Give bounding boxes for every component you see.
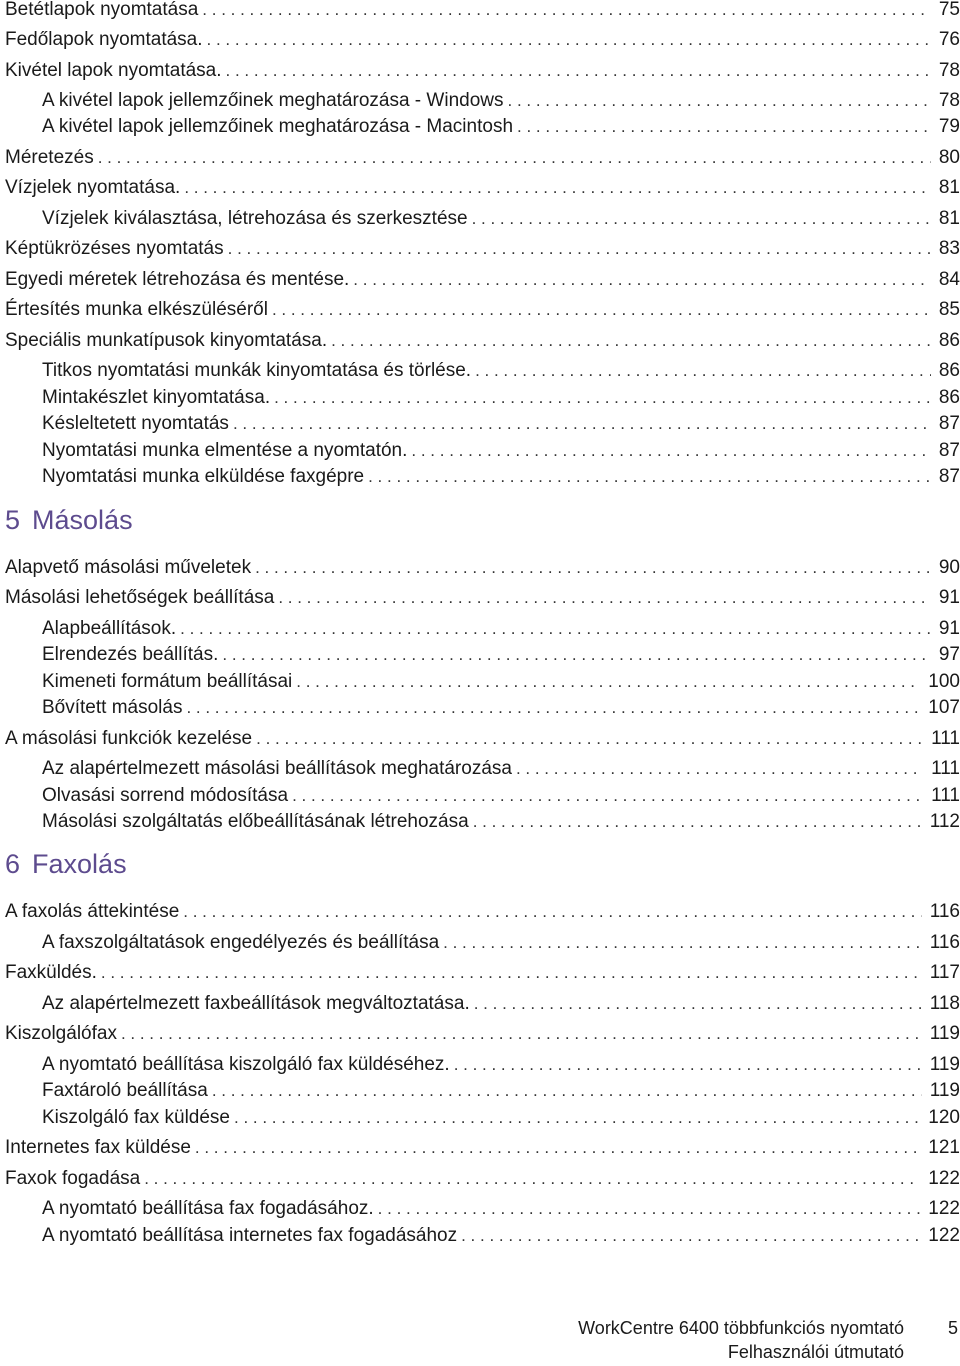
toc-subentry[interactable] — [42, 411, 960, 437]
toc-page-number: 116 — [929, 932, 960, 953]
toc-entry[interactable] — [5, 236, 960, 262]
toc-entry-title: A faxszolgáltatások engedélyezés és beállítása — [42, 932, 440, 953]
toc-subentry[interactable] — [42, 616, 960, 642]
toc-subentry[interactable] — [42, 930, 960, 956]
toc-entry-title: Alapbeállítások. — [42, 618, 177, 639]
toc-page-number: 97 — [938, 644, 960, 665]
toc-page-number: 86 — [938, 360, 960, 381]
toc-entry[interactable] — [5, 297, 960, 323]
toc-page-number: 119 — [929, 1080, 960, 1101]
toc-entry-title: Vízjelek kiválasztása, létrehozása és szerkesztése — [42, 208, 468, 229]
toc-page-number: 111 — [931, 758, 960, 779]
dot-leader — [228, 236, 931, 262]
toc-subentry[interactable] — [42, 206, 960, 232]
dot-leader — [256, 726, 923, 752]
dot-leader — [233, 411, 931, 437]
toc-subentry[interactable] — [42, 991, 960, 1017]
toc-page-number: 121 — [928, 1137, 960, 1158]
toc-subentry[interactable] — [42, 669, 960, 695]
toc-entry-title: Vízjelek nyomtatása. — [5, 177, 181, 198]
toc-entry-title: Kivétel lapok nyomtatása. — [5, 60, 222, 81]
toc-subentry[interactable] — [42, 1078, 960, 1104]
toc-entry-title: Olvasási sorrend módosítása — [42, 785, 289, 806]
toc-page-number: 78 — [938, 60, 960, 81]
dot-leader — [475, 358, 931, 384]
toc-entry-title: Faxok fogadása — [5, 1168, 141, 1189]
toc-entry-title: A faxolás áttekintése — [5, 901, 180, 922]
toc-entry-title: Faxküldés. — [5, 962, 97, 983]
dot-leader — [144, 1166, 920, 1192]
toc-page-number: 107 — [928, 697, 960, 718]
toc-entry-title: A nyomtató beállítása internetes fax fogadásához — [42, 1225, 458, 1246]
dot-leader — [207, 27, 931, 53]
toc-subentry[interactable] — [42, 642, 960, 668]
dot-leader — [222, 642, 930, 668]
dot-leader — [121, 1021, 922, 1047]
toc-page-number: 122 — [928, 1198, 960, 1219]
dot-leader — [368, 464, 931, 490]
toc-entry[interactable] — [5, 899, 960, 925]
toc-page-number: 112 — [929, 811, 960, 832]
dot-leader — [378, 1196, 921, 1222]
toc-entry-title: Képtükrözéses nyomtatás — [5, 238, 224, 259]
toc-entry[interactable] — [5, 145, 960, 171]
dot-leader — [454, 1052, 922, 1078]
dot-leader — [292, 783, 923, 809]
chapter-number: 5 — [5, 505, 21, 535]
toc-subentry[interactable] — [42, 88, 960, 114]
toc-entry[interactable] — [5, 175, 960, 201]
toc-subentry[interactable] — [42, 1223, 960, 1249]
dot-leader — [353, 267, 931, 293]
toc-page-number: 119 — [929, 1023, 960, 1044]
toc-entry-title: Az alapértelmezett faxbeállítások megváltoztatása. — [42, 993, 470, 1014]
dot-leader — [202, 0, 931, 23]
toc-page-number: 84 — [938, 269, 960, 290]
toc-page-number: 83 — [938, 238, 960, 259]
dot-leader — [180, 616, 931, 642]
chapter-title: Faxolás — [32, 849, 127, 879]
dot-leader — [274, 385, 931, 411]
toc-page-number: 87 — [938, 413, 960, 434]
dot-leader — [183, 899, 921, 925]
dot-leader — [508, 88, 931, 114]
dot-leader — [195, 1135, 920, 1161]
toc-page-number: 80 — [938, 147, 960, 168]
toc-page-number: 117 — [929, 962, 960, 983]
dot-leader — [331, 328, 931, 354]
toc-page-number: 91 — [938, 587, 960, 608]
toc-entry-title: Bővített másolás — [42, 697, 183, 718]
dot-leader — [272, 297, 931, 323]
dot-leader — [255, 555, 931, 581]
toc-entry[interactable] — [5, 0, 960, 23]
toc-page-number: 119 — [929, 1054, 960, 1075]
toc-subentry[interactable] — [42, 1196, 960, 1222]
toc-entry-title: A másolási funkciók kezelése — [5, 728, 253, 749]
toc-entry-title: Kiszolgálófax — [5, 1023, 117, 1044]
toc-page-number: 91 — [938, 618, 960, 639]
footer-product-name: WorkCentre 6400 többfunkciós nyomtató — [578, 1318, 904, 1338]
toc-page-number: 116 — [929, 901, 960, 922]
toc-entry-title: Internetes fax küldése — [5, 1137, 191, 1158]
toc-entry[interactable] — [5, 267, 960, 293]
toc-entry-title: Egyedi méretek létrehozása és mentése. — [5, 269, 350, 290]
toc-page-number: 87 — [938, 440, 960, 461]
toc-subentry[interactable] — [42, 358, 960, 384]
dot-leader — [474, 991, 922, 1017]
toc-entry[interactable] — [5, 555, 960, 581]
toc-subentry[interactable] — [42, 1105, 960, 1131]
toc-entry-title: Alapvető másolási műveletek — [5, 557, 252, 578]
toc-entry[interactable] — [5, 1166, 960, 1192]
toc-page-number: 87 — [938, 466, 960, 487]
dot-leader — [278, 585, 931, 611]
toc-entry[interactable] — [5, 328, 960, 354]
dot-leader — [472, 206, 931, 232]
toc-entry-title: Másolási lehetőségek beállítása — [5, 587, 275, 608]
toc-entry-title: Nyomtatási munka elküldése faxgépre — [42, 466, 365, 487]
dot-leader — [516, 756, 923, 782]
toc-entry-title: A nyomtató beállítása fax fogadásához. — [42, 1198, 374, 1219]
dot-leader — [411, 438, 930, 464]
chapter-number: 6 — [5, 849, 21, 879]
toc-entry[interactable] — [5, 58, 960, 84]
toc-entry-title: A nyomtató beállítása kiszolgáló fax küldéséhez. — [42, 1054, 450, 1075]
toc-entry-title: A kivétel lapok jellemzőinek meghatározása - Windows — [42, 90, 504, 111]
toc-entry-title: Méretezés — [5, 147, 94, 168]
toc-page-number: 81 — [938, 208, 960, 229]
dot-leader — [101, 960, 922, 986]
toc-entry-title: Faxtároló beállítása — [42, 1080, 208, 1101]
toc-page-number: 120 — [928, 1107, 960, 1128]
toc-entry[interactable] — [5, 585, 960, 611]
toc-page-number: 79 — [938, 116, 960, 137]
dot-leader — [443, 930, 922, 956]
toc-page-number: 111 — [931, 785, 960, 806]
toc-entry-title: Az alapértelmezett másolási beállítások meghatározása — [42, 758, 512, 779]
toc-page-number: 111 — [931, 728, 960, 749]
toc-subentry[interactable] — [42, 438, 960, 464]
toc-entry[interactable] — [5, 726, 960, 752]
toc-page-number: 85 — [938, 299, 960, 320]
dot-leader — [184, 175, 931, 201]
toc-page-number: 90 — [938, 557, 960, 578]
toc-entry-title: Másolási szolgáltatás előbeállításának létrehozása — [42, 811, 469, 832]
dot-leader — [226, 58, 931, 84]
toc-entry-title: Kiszolgáló fax küldése — [42, 1107, 230, 1128]
toc-page-number: 86 — [938, 387, 960, 408]
toc-entry-title: A kivétel lapok jellemzőinek meghatározása - Macintosh — [42, 116, 514, 137]
dot-leader — [473, 809, 922, 835]
toc-entry[interactable] — [5, 1021, 960, 1047]
dot-leader — [98, 145, 931, 171]
toc-entry-title: Késleltetett nyomtatás — [42, 413, 229, 434]
toc-subentry[interactable] — [42, 1052, 960, 1078]
dot-leader — [186, 695, 920, 721]
toc-page-number: 122 — [928, 1225, 960, 1246]
toc-entry-title: Speciális munkatípusok kinyomtatása. — [5, 330, 328, 351]
toc-entry[interactable] — [5, 1135, 960, 1161]
footer-guide-title: Felhasználói útmutató — [727, 1342, 904, 1362]
toc-page-number: 76 — [938, 29, 960, 50]
toc-subentry[interactable] — [42, 385, 960, 411]
toc-entry-title: Kimeneti formátum beállításai — [42, 671, 293, 692]
toc-page-number: 75 — [938, 0, 960, 20]
toc-entry-title: Értesítés munka elkészüléséről — [5, 299, 268, 320]
dot-leader — [461, 1223, 920, 1249]
toc-entry[interactable] — [5, 960, 960, 986]
chapter-title: Másolás — [32, 505, 133, 535]
toc-page-number: 86 — [938, 330, 960, 351]
toc-page-number: 122 — [928, 1168, 960, 1189]
toc-entry-title: Betétlapok nyomtatása — [5, 0, 199, 20]
dot-leader — [296, 669, 920, 695]
chapter-heading — [5, 502, 133, 538]
toc-entry-title: Mintakészlet kinyomtatása. — [42, 387, 271, 408]
chapter-heading — [5, 846, 127, 882]
dot-leader — [234, 1105, 920, 1131]
dot-leader — [212, 1078, 922, 1104]
toc-entry-title: Fedőlapok nyomtatása. — [5, 29, 203, 50]
toc-subentry[interactable] — [42, 114, 960, 140]
dot-leader — [517, 114, 931, 140]
toc-page-number: 78 — [938, 90, 960, 111]
toc-subentry[interactable] — [42, 756, 960, 782]
toc-subentry[interactable] — [42, 783, 960, 809]
toc-entry-title: Nyomtatási munka elmentése a nyomtatón. — [42, 440, 408, 461]
toc-subentry[interactable] — [42, 464, 960, 490]
toc-page-number: 118 — [929, 993, 960, 1014]
toc-page-number: 81 — [938, 177, 960, 198]
page-footer — [0, 1316, 960, 1366]
toc-page-number: 100 — [928, 671, 960, 692]
toc-entry-title: Titkos nyomtatási munkák kinyomtatása és törlése. — [42, 360, 472, 381]
toc-entry[interactable] — [5, 27, 960, 53]
toc-subentry[interactable] — [42, 695, 960, 721]
toc-subentry[interactable] — [42, 809, 960, 835]
toc-entry-title: Elrendezés beállítás. — [42, 644, 219, 665]
footer-page-number: 5 — [947, 1318, 958, 1338]
